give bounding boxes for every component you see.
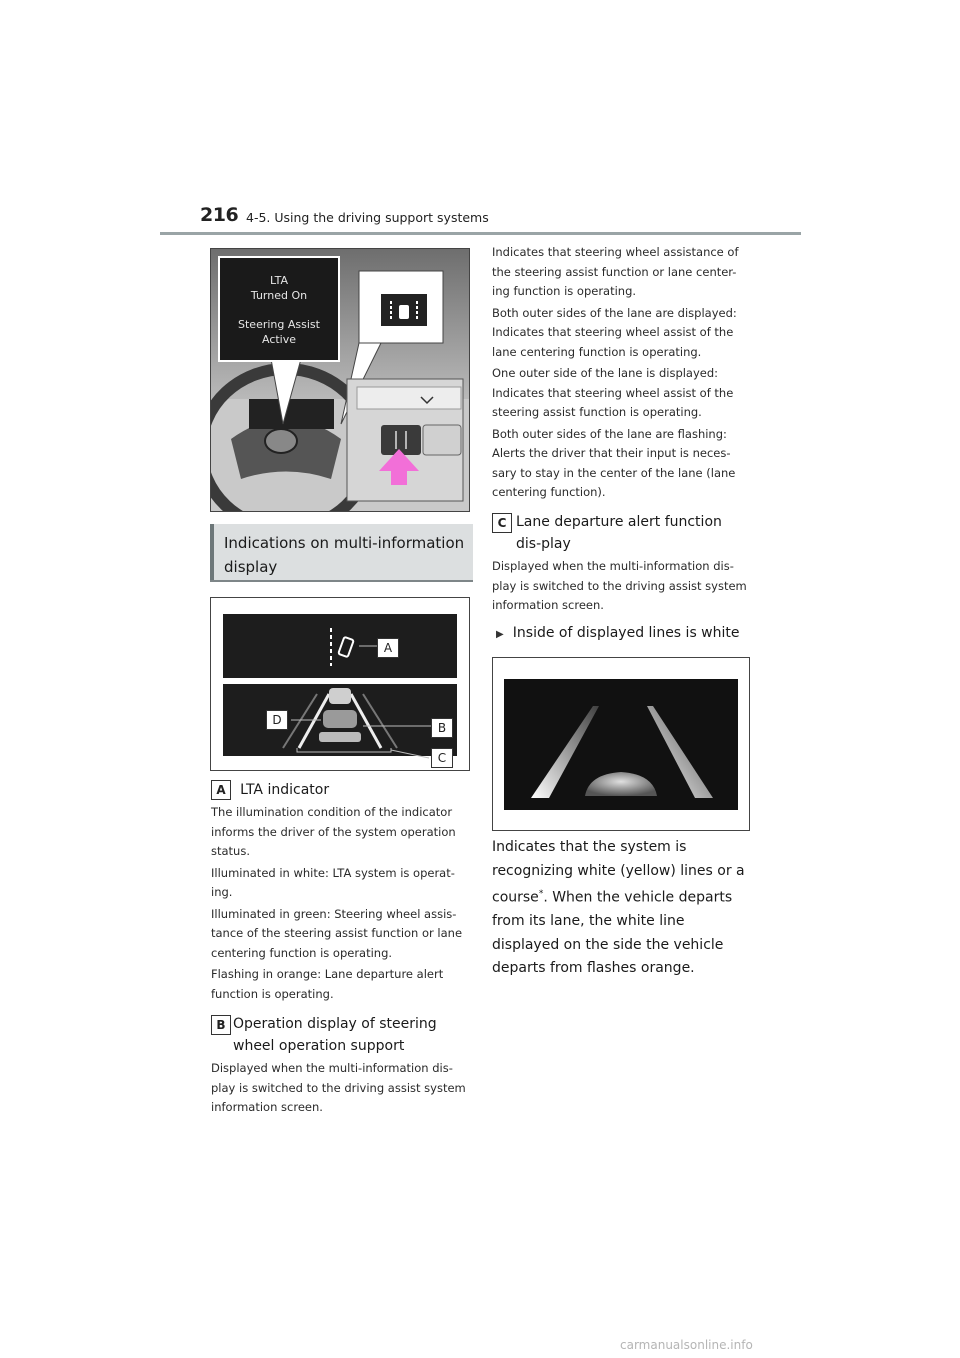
triangle-bullet-icon: ▶ [496,629,504,640]
item-c-p1: Displayed when the multi-information dis-play is switched to the driving assist system information screen. [492,559,747,612]
figure-multi-info-display [210,597,470,771]
display-line-turned-on: Turned On [250,289,308,302]
item-a-body [211,803,466,1004]
item-a-heading [211,779,471,801]
item-a-p2: Illuminated in white: LTA system is operat-ing. [211,865,455,899]
final-paragraph [492,836,752,981]
lane-display-illustration [493,658,749,830]
heading-text: Indications on multi-information display [224,534,465,576]
bullet-text: Inside of displayed lines is white [512,625,740,641]
section-title: 4-5. Using the driving support systems [246,210,489,225]
figure-lta-switch [210,248,470,512]
callout-b: B [431,718,453,738]
multi-info-illustration [211,598,469,770]
display-line-steering-assist: Steering Assist [238,318,320,331]
display-line-lta: LTA [269,274,288,287]
bullet-item [496,622,756,644]
item-c-letter: C [492,513,512,533]
footer-watermark[interactable]: carmanualsonline.info [620,1338,753,1352]
lta-display-text [219,273,339,347]
item-c-title: Lane departure alert function dis-play [516,514,722,552]
item-b-title: Operation display of steering wheel operation support [233,1016,437,1054]
item-b-heading [211,1013,471,1057]
header-rule [160,232,801,235]
item-b-letter: B [211,1015,231,1035]
right-p1: Indicates that steering wheel assistance of the steering assist function or lane center-ing function is operating. [492,245,739,298]
heading-rule [210,580,473,582]
item-a-p1: The illumination condition of the indicator informs the driver of the system operation status. [211,805,456,858]
right-column-body [492,243,748,503]
display-line-active: Active [261,333,297,346]
item-a-title: LTA indicator [240,782,330,798]
final-paragraph-text [492,836,752,981]
item-c-body [492,557,748,616]
callout-d: D [266,710,288,730]
page-number: 216 [200,204,239,226]
item-a-p3: Illuminated in green: Steering wheel assis-tance of the steering assist function or lane centering function is operating. [211,906,463,960]
callout-c: C [431,748,453,768]
figure-lane-display [492,657,750,831]
heading-indications [210,524,473,582]
final-text-1: Indicates that the system is recognizing white (yellow) lines or a course [492,839,745,906]
right-p4: Both outer sides of the lane are flashing: Alerts the driver that their input is neces-sary to stay in the center of the lane (lane centering function). [492,426,736,499]
callout-a: A [377,638,399,658]
right-p3: One outer side of the lane is displayed: Indicates that steering wheel assist of the steering assist function is operating. [492,366,734,419]
item-b-body [211,1059,466,1118]
right-p2: Both outer sides of the lane are displayed: Indicates that steering wheel assist of the lane centering function is operating. [492,305,737,359]
item-c-heading [492,511,752,555]
item-b-p1: Displayed when the multi-information dis-play is switched to the driving assist system information screen. [211,1061,466,1114]
item-a-letter: A [211,780,231,800]
final-text-2: . When the vehicle departs from its lane, the white line displayed on the side the vehicle departs from flashes orange. [492,889,733,977]
footnote-asterisk: * [538,889,544,899]
item-a-p4: Flashing in orange: Lane departure alert function is operating. [211,967,444,1001]
